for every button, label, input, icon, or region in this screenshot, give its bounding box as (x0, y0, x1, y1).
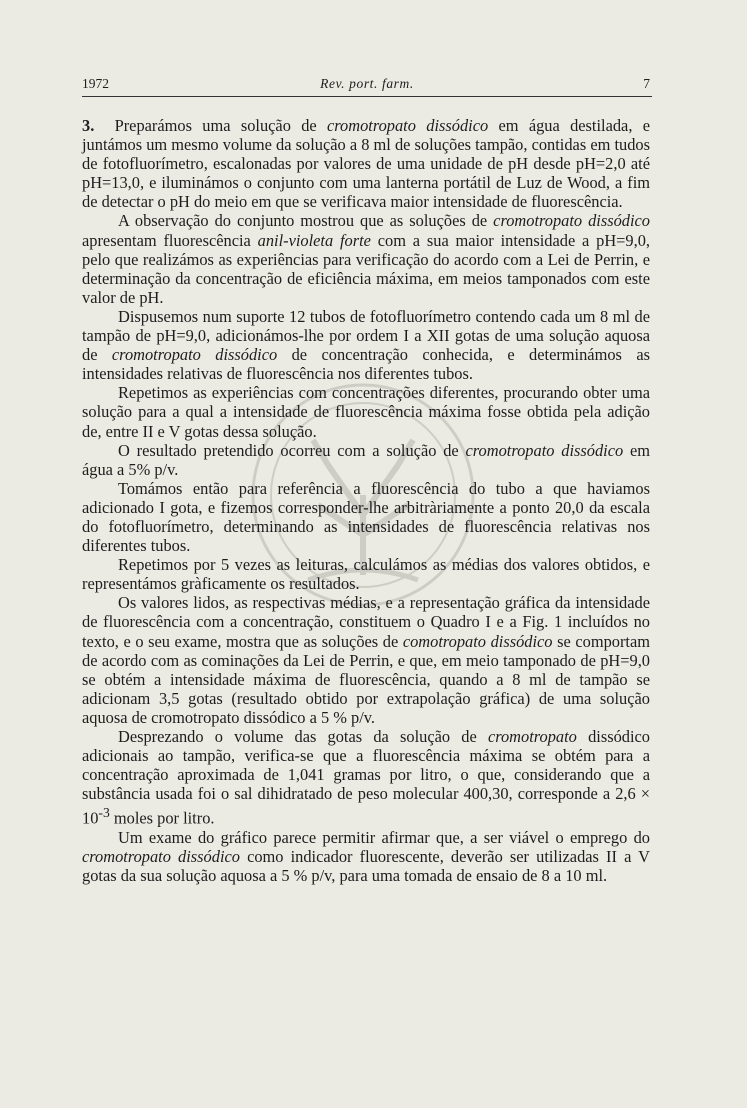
body-paragraph (82, 828, 650, 885)
body-paragraph (82, 593, 650, 727)
text-run: em água a 5% p/v. (82, 440, 650, 479)
body-paragraph (82, 555, 650, 593)
text-run: de concentração conhecida, e determinámos as intensidades relativas de fluorescência nos diferentes tubos. (82, 345, 650, 384)
text-run: A observação do conjunto mostrou que as soluções de (118, 211, 494, 231)
italic-term: cromotropato (487, 727, 577, 746)
article-body (82, 116, 650, 885)
italic-term: cromotropato dissódico (327, 116, 489, 135)
body-paragraph (82, 211, 650, 306)
text-run: O resultado pretendido ocorreu com a solução de (118, 440, 466, 460)
header-page-number: 7 (643, 76, 650, 91)
text-run: moles por litro. (109, 808, 215, 828)
header-journal-title: Rev. port. farm. (320, 76, 414, 91)
italic-term: cromotropato dissódico (493, 211, 651, 231)
italic-term: cromotropato dissódico (82, 847, 240, 867)
text-run: com a sua maior intensidade a pH=9,0, pelo que realizámos as experiências para verificação do acordo com a Lei de Perrin, e determinação da concentração de eficiência máxima, em meios tamponados com este valor de pH. (82, 230, 650, 307)
text-run: Dispusemos num suporte 12 tubos de fotofluorímetro contendo cada um 8 ml de tampão de pH=9,0, adicionámos-lhe por ordem I a XII gotas de uma solução aquosa de (82, 306, 650, 365)
body-paragraph (82, 116, 650, 211)
italic-term: cromotropato dissódico (111, 345, 278, 365)
text-run: em água destilada, e juntámos um mesmo volume da solução a 8 ml de soluções tampão, contidas em tudos de fotofluorímetro, escalonadas por valores de uma unidade de pH desde pH=2,0 até pH=13,0, e iluminámos o conjunto com uma lanterna portátil de Luz de Wood, a fim de detectar o pH do meio em que se verificava maior intensidade de fluorescência. (82, 116, 651, 212)
text-run: como indicador fluorescente, deverão ser utilizadas II a V gotas da sua solução aquosa a 5 % p/v, para uma tomada de ensaio de 8 a 10 ml. (82, 847, 650, 886)
exponent: -3 (98, 805, 110, 821)
header-year: 1972 (82, 76, 109, 91)
text-run: Repetimos as experiências com concentrações diferentes, procurando obter uma solução para a qual a intensidade de fluorescência máxima fosse obtida pela adição de, entre II e V gotas dessa solução. (82, 383, 650, 441)
text-run: Os valores lidos, as respectivas médias, e a representação gráfica da intensidade de fluorescência com a concentração, constituem o Quadro I e a Fig. 1 incluídos no texto, e o seu exame, mostra que as soluções de (82, 593, 650, 651)
text-run: apresentam fluorescência (82, 230, 258, 250)
running-header (82, 76, 652, 96)
text-run: Um exame do gráfico parece permitir afirmar que, a ser viável o emprego do (118, 827, 650, 847)
header-rule (82, 96, 652, 97)
italic-term: anil-violeta forte (257, 230, 371, 250)
text-run: Tomámos então para referência a fluorescência do tubo a que haviamos adicionado I gota, e fizemos corresponder-lhe arbitràriamente a ponto 20,0 da escala do fotofluorímetro, determinando as intensidades de fluorescência relativas nos diferentes tubos. (82, 478, 650, 556)
body-paragraph (82, 307, 650, 383)
text-run: dissódico adicionais ao tampão, verifica-se que a fluorescência máxima se obtém para a concentração aproximada de 1,041 gramas por litro, o que, considerando que a substância usada foi o sal dihidratado de peso molecular 400,30, corresponde a 2,6 × 10 (82, 727, 650, 828)
italic-term: cromotropato dissódico (465, 440, 624, 460)
text-run: Preparámos uma solução de (104, 116, 327, 135)
text-run: Desprezando o volume das gotas da solução de (118, 727, 488, 746)
section-number: 3. (82, 116, 95, 135)
body-paragraph (82, 383, 650, 440)
italic-term: comotropato dissódico (402, 631, 553, 651)
body-paragraph (82, 479, 650, 555)
text-run: Repetimos por 5 vezes as leituras, calculámos as médias dos valores obtidos, e representámos gràficamente os resultados. (82, 555, 650, 594)
text-run: se comportam de acordo com as cominações da Lei de Perrin, e que, em meio tamponado de pH=9,0 se obtém a intensidade máxima de fluorescência, quando a 8 ml de tampão se adicionam 3,5 gotas (resultado obtido por extrapolação gráfica) de uma solução aquosa de cromotropato dissódico a 5 % p/v. (82, 631, 650, 727)
body-paragraph (82, 441, 650, 479)
body-paragraph (82, 727, 650, 828)
